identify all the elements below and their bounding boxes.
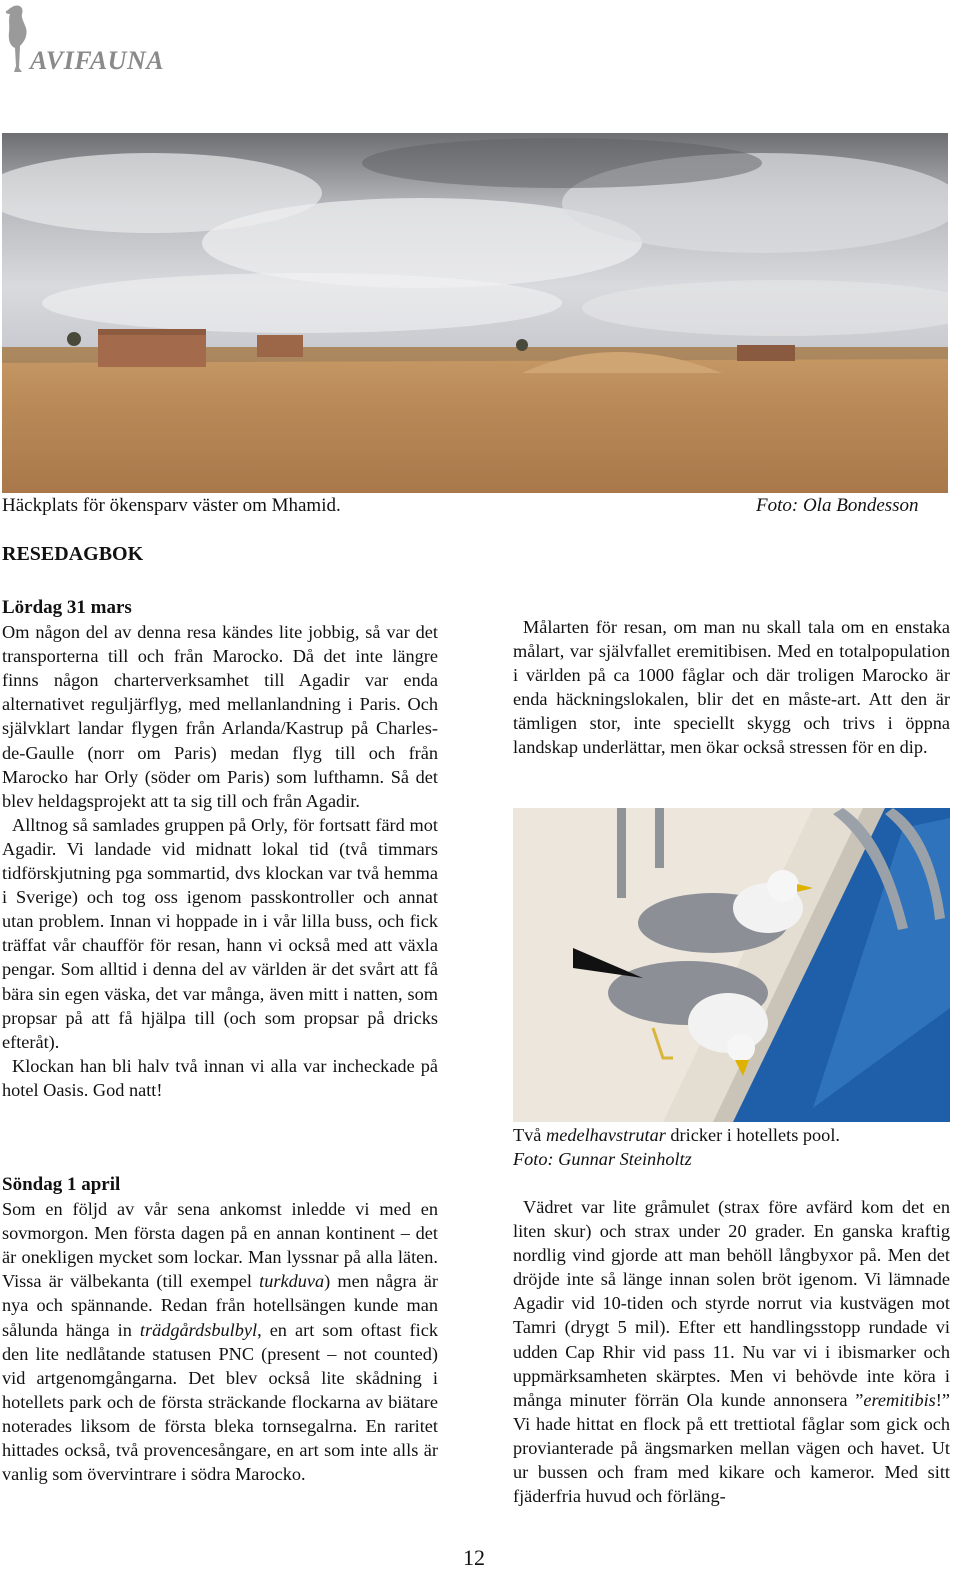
section-heading: RESEDAGBOK bbox=[2, 543, 144, 565]
target-species-paragraph: Målarten för resan, om man nu skall tala om en enstaka målart, var självfallet eremitibisen. Med en totalpopulation i världen på ca 1000 fåglar och där troligen Marocko är enda häckningslokalen, blir det en måste-art. Att den är tämligen stor, inte speciellt skygg och trivs i öppna landskap underlättar, men ökar också stressen för en dip. bbox=[513, 617, 950, 758]
top-photo-caption: Häckplats för ökensparv väster om Mhamid. bbox=[2, 495, 341, 516]
gull-photo-credit: Foto: Gunnar Steinholtz bbox=[513, 1149, 692, 1169]
day2-title: Söndag 1 april bbox=[2, 1174, 121, 1195]
top-photo-credit: Foto: Ola Bondesson bbox=[756, 495, 919, 516]
left-column-day2 bbox=[2, 1173, 438, 1486]
left-column bbox=[2, 596, 438, 1102]
day1-paragraph-3: Klockan han bli halv två innan vi alla var incheckade på hotel Oasis. God natt! bbox=[2, 1055, 438, 1100]
day1-paragraph-1: Om någon del av denna resa kändes lite jobbig, så var det transporterna till och från Marocko. Då det inte längre finns någon charterverksamhet till Agadir var enda alternativet reguljärflyg, med mellanlandning i Paris. Och självklart landar flygen från Arlanda/Kastrup på Charles-de-Gaulle (norr om Paris) medan flyg till och från Marocko har Orly (söder om Paris) som lufthamn. Så det blev heldagsprojekt att ta sig till och från Agadir. bbox=[2, 622, 438, 811]
day2-paragraph-1: Som en följd av vår sena ankomst inledde vi med en sovmorgon. Men första dagen på en annan kontinent – det är onekligen mycket som lockar. Man lyssnar på alla läten. Vissa är välbekanta (till exempel turkduva) men några är nya och spännande. Redan från hotellsängen kunde man sålunda hänga in trädgårdsbulbyl, en art som oftast fick den lite nedlåtande statusen PNC (present – not counted) vid artgenomgångarna. Det blev också lite skådning i hotellets park och de första sträckande flockarna av biätare noterades liksom de första bleka tornsegalrna. En raritet hittades också, två provencesångare, en art som inte alls är vanlig som övervintrare i södra Marocko. bbox=[2, 1199, 438, 1485]
day1-title: Lördag 31 mars bbox=[2, 597, 132, 618]
gull-caption-text: Två medelhavstrutar dricker i hotellets pool. bbox=[513, 1125, 840, 1145]
desert-photo bbox=[2, 133, 948, 493]
logo-text: AVIFAUNA bbox=[30, 46, 165, 75]
gull-photo-caption bbox=[513, 1123, 950, 1171]
weather-paragraph: Vädret var lite gråmulet (strax före avfärd kom det en liten skur) och strax under 20 grader. En ganska kraftig nordlig vind gjorde att man behöll långbyxor på. Men det dröjde inte så länge innan solen bröt igenom. Vi lämnade Agadir vid 10-tiden och styrde norrut via kustvägen mot Tamri (drygt 5 mil). Efter ett handlingsstopp rundade vi udden Cap Rhir vid pass 11. Nu var vi i ibismarker och uppmärksamheten skärptes. Men vi behövde inte köra i många minuter förrän Ola kunde annonsera ”eremitibis!” Vi hade hittat en flock på ett trettiotal fåglar som gick och provianterade på ängsmarken mellan vägen och havet. Ut ur bussen och fram med kikare och kameror. Med sitt fjäderfria huvud och förläng- bbox=[513, 1197, 950, 1507]
bird-silhouette-icon bbox=[2, 2, 32, 74]
right-column-weather bbox=[513, 1195, 950, 1508]
right-column-intro bbox=[513, 615, 950, 760]
gulls-photo bbox=[513, 808, 950, 1122]
day1-paragraph-2: Alltnog så samlades gruppen på Orly, för fortsatt färd mot Agadir. Vi landade vid midnatt lokal tid (två timmars tidförskjutning pga sommartid, dvs klockan var två hemma i Sverige) och tog oss igenom passkontroller och annat utan problem. Innan vi hoppade in i vår lilla buss, och fick träffat vår chaufför för resan, hann vi också med att växla pengar. Som alltid i denna del av världen är det svårt att få bära sin egen väska, det var många, även mitt i natten, som propsar på att få hjälpa till (och som propsar på dricks efteråt). bbox=[2, 814, 438, 1052]
page-number: 12 bbox=[463, 1545, 485, 1570]
avifauna-logo bbox=[2, 2, 177, 82]
